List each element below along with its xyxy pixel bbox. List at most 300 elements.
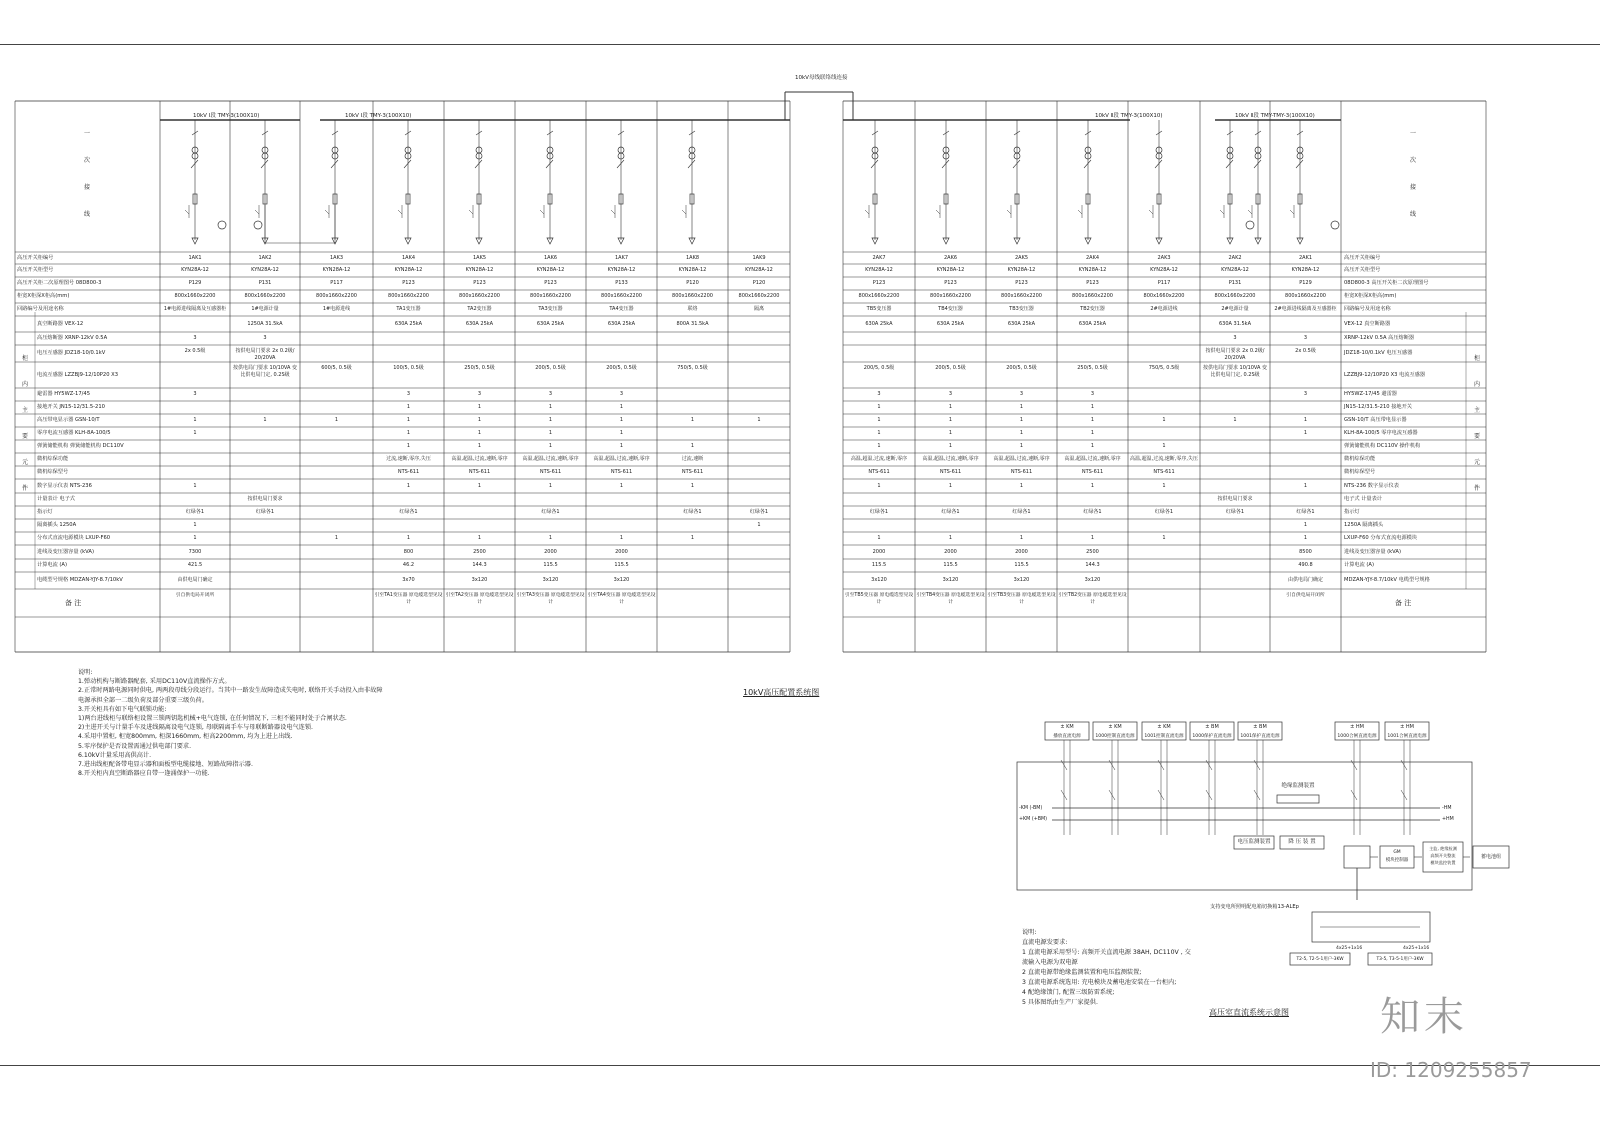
cell-fuse: 3 [1303, 335, 1308, 341]
cell-cur: 144.3 [472, 562, 487, 568]
row-label-right: 弹簧储能机构 DC110V 操作机构 [1344, 443, 1421, 449]
cell-type: KYN28A-12 [322, 267, 351, 273]
cell-lamp: 红绿各1 [1296, 509, 1315, 515]
cell-id: 2AK6 [943, 254, 958, 261]
cell-lamp: 红绿各1 [1083, 509, 1102, 515]
row-label-right: XRNP-12kV 0.5A 高压熔断器 [1344, 335, 1415, 341]
side-label-primary-right: 接 [1410, 184, 1417, 191]
cell-arr: 3 [193, 391, 197, 397]
cell-note: 引至TB2变压器 原电缆选型见设计 [1058, 593, 1127, 605]
cell-mech: 1 [1090, 443, 1095, 449]
brand-logo: 知末 [1380, 994, 1468, 1040]
cell-gsn: 1 [619, 417, 624, 423]
cell-id: 1AK6 [543, 254, 558, 261]
cell-gsn: 1 [1233, 417, 1237, 423]
row-label: 零序电流互感器 KLH-8A-100/5 [37, 430, 111, 436]
cell-mech: 1 [548, 443, 553, 449]
cell-dc: 1 [1019, 535, 1024, 541]
cell-name: 2#电源计量 [1221, 306, 1249, 312]
note-line: 6.10kV计量采用高供高计. [78, 751, 152, 759]
cell-cap: 2000 [1015, 548, 1028, 555]
cell-prot: 高温,超温,过流,速断,零序 [922, 456, 979, 462]
cell-diag: P123 [473, 280, 486, 286]
note-line: 3.开关柜具有如下电气联锁功能: [78, 705, 167, 713]
cell-cap: 2000 [615, 548, 628, 555]
cell-cur: 421.5 [187, 562, 203, 568]
cell-diag: P129 [188, 280, 202, 286]
cell-vcb: 630A 25kA [865, 320, 893, 327]
cell-cable: 3x120 [1084, 577, 1101, 583]
cell-arr: 3 [948, 391, 953, 397]
cell-relay: NTS-611 [868, 469, 890, 475]
cell-type: KYN28A-12 [394, 267, 423, 273]
cell-lamp: 红绿各1 [749, 509, 769, 515]
cell-gsn: 1 [1303, 417, 1308, 423]
cell-name: 联络 [687, 306, 698, 312]
cell-mech: 1 [1162, 443, 1166, 449]
cell-ct: 按供电局门要求 10/10VA 变比供电局门定, 0.2S级 [232, 365, 298, 378]
cell-lamp: 红绿各1 [1225, 509, 1245, 515]
side-label-primary-right: 一 [1410, 130, 1417, 137]
row-label: 高压开关柜二次原理图号 08D800-3 [17, 280, 102, 286]
cell-prot: 高温,超温,过流,速断,零序 [451, 456, 508, 462]
cell-zct: 1 [193, 430, 197, 436]
cell-size: 800x1660x2200 [1285, 293, 1326, 299]
side-label-primary-right: 线 [1410, 211, 1417, 218]
cell-cap: 2000 [544, 548, 557, 555]
side-label-components: 主 [22, 407, 29, 414]
cell-cable: 由供电局门确定 [1287, 577, 1323, 583]
cell-prot: 高温,超温,过流,速断,零序 [522, 456, 579, 462]
cell-meter: 1 [1162, 482, 1166, 489]
cell-zct: 1 [877, 430, 881, 436]
dc-monitor: 高频开关整流 [1430, 853, 1456, 858]
cell-cable: 3x120 [542, 577, 559, 583]
cell-dc: 1 [1303, 535, 1308, 541]
dc-note-line: 1 直流电源采用型号: 高频开关直流电源 38AH, DC110V , 交 [1022, 949, 1191, 956]
dc-bus-top: ± KM [1157, 724, 1171, 730]
cell-lamp: 红绿各1 [869, 509, 889, 515]
cell-dc: 1 [193, 535, 197, 541]
cell-arr: 3 [548, 391, 553, 397]
cell-pt: 2x 0.5级 [1295, 348, 1316, 354]
cell-es: 1 [548, 404, 553, 410]
row-label: 接地开关 JN15-12/31.5-210 [37, 404, 105, 410]
dc-title: 高压室直流系统示意图 [1209, 1008, 1289, 1017]
cell-prot: 高温,超温,过流,速断,零序 [1064, 456, 1121, 462]
cell-meas: 按供电局门要求 [247, 496, 283, 502]
dc-note-line: 直流电源发要求: [1022, 939, 1068, 946]
dc-charger: GM [1393, 850, 1401, 855]
cell-mech: 1 [406, 443, 411, 449]
cell-name: 1#电源进线隔离及互感器柜 [163, 306, 227, 312]
cell-gsn: 1 [1162, 417, 1166, 423]
row-label: 真空断路器 VEX-12 [37, 320, 84, 327]
cell-gsn: 1 [1090, 417, 1095, 423]
side-label-primary-right: 次 [1410, 157, 1417, 164]
cell-arr: 3 [477, 391, 482, 397]
cell-vcb: 630A 31.5kA [1218, 320, 1251, 327]
side-label-primary: 接 [84, 184, 91, 191]
dc-right-bus: -HM [1442, 806, 1452, 811]
cell-cur: 490.8 [1298, 562, 1313, 568]
cell-diag: P131 [1228, 280, 1242, 286]
side-label-components-right: 内 [1474, 381, 1481, 388]
cell-size: 800x1660x2200 [930, 293, 971, 299]
row-label-right: VEX-12 真空断路器 [1344, 320, 1391, 327]
cell-cur: 115.5 [943, 562, 958, 568]
dc-insulation: 绝缘监测装置 [1281, 783, 1315, 789]
row-label-right: 1250A 隔离插头 [1344, 522, 1384, 528]
cell-plug: 1 [193, 522, 197, 528]
dc-bus-top: ± KM [1060, 724, 1074, 730]
cell-meter: 1 [548, 482, 553, 489]
cell-vcb: 630A 25kA [394, 320, 423, 327]
dc-step-down: 降 压 装 置 [1288, 839, 1316, 845]
dc-bus-top: ± KM [1108, 724, 1122, 730]
dc-left-bus: -KM (-BM) [1019, 806, 1043, 811]
cell-relay: NTS-611 [610, 469, 633, 475]
cell-gsn: 1 [877, 417, 881, 423]
cell-size: 800x1660x2200 [1001, 293, 1042, 299]
side-label-primary: 次 [84, 157, 91, 164]
cell-vcb: 630A 25kA [536, 320, 565, 327]
cell-diag: P123 [944, 280, 957, 286]
cell-diag: P123 [1015, 280, 1028, 286]
cell-diag: P123 [872, 280, 886, 286]
note-line: 4.采用中置柜, 柜宽800mm, 柜深1660mm, 柜高2200mm, 均为上进上出线. [78, 733, 293, 741]
dc-note-line: 流输入电源为双电源 [1022, 959, 1078, 966]
dc-bus-label: 1001合闸直流电源 [1387, 734, 1427, 739]
row-label-right: 高压开关柜编号 [1344, 254, 1381, 261]
row-label-right: HY5WZ-17/45 避雷器 [1344, 391, 1397, 397]
cell-meas: 按供电局门要求 [1217, 496, 1253, 502]
cell-type: KYN28A-12 [251, 267, 279, 273]
cell-mech: 1 [877, 443, 881, 449]
cell-size: 800x1660x2200 [1072, 293, 1113, 299]
cell-size: 800x1660x2200 [672, 293, 713, 299]
cell-diag: P129 [1299, 280, 1312, 286]
row-label-right: JN15-12/31.5-210 接地开关 [1344, 404, 1412, 410]
cell-relay: NTS-611 [397, 469, 420, 475]
row-label: 指示灯 [37, 509, 53, 515]
cell-pt: 按供电局门要求 2x 0.2级/ 20/20VA [1205, 348, 1265, 361]
cell-type: KYN28A-12 [1291, 267, 1320, 273]
cell-relay: NTS-611 [468, 469, 491, 475]
cell-id: 1AK5 [472, 254, 487, 261]
note-line: 说明: [78, 669, 93, 676]
dc-note-line: 2 直流电源带绝缘监测装置和电压监测装置; [1022, 969, 1142, 976]
cell-zct: 1 [1090, 430, 1095, 436]
cell-prot: 高温,超温,过流,速断,零序 [593, 456, 650, 462]
cell-arr: 3 [877, 391, 881, 397]
cell-ct: 200/5, 0.5级 [1006, 365, 1037, 371]
dc-left-bus: +KM (+BM) [1019, 817, 1048, 822]
cell-cap: 2000 [872, 548, 886, 555]
cell-vcb: 1250A 31.5kA [247, 320, 283, 327]
cell-meter: 1 [877, 482, 881, 489]
cell-cap: 2000 [944, 548, 957, 555]
cell-name: 1#电源进线 [322, 306, 351, 312]
row-label: 高压开关柜编号 [17, 254, 54, 261]
cell-id: 1AK4 [401, 254, 416, 261]
cell-cap: 7300 [188, 548, 202, 555]
cell-meter: 1 [406, 482, 411, 489]
row-label: 回路编号及用途名称 [17, 306, 64, 312]
cell-id: 2AK4 [1085, 254, 1100, 261]
cell-name: TA1变压器 [396, 306, 421, 312]
cell-prot: 高温,超温,过流,速断,零序,失压 [1130, 456, 1198, 462]
cell-meter: 1 [1303, 482, 1308, 489]
row-label-right: 计算电流 (A) [1344, 562, 1374, 568]
cell-fuse: 3 [263, 335, 267, 341]
cell-id: 1AK2 [258, 254, 272, 261]
cell-size: 800x1660x2200 [174, 293, 216, 299]
cell-meter: 1 [193, 482, 197, 489]
row-label-right: LZZBJ9-12/10P20 X3 电流互感器 [1344, 371, 1426, 378]
cell-zct: 1 [548, 430, 553, 436]
cell-dc: 1 [948, 535, 953, 541]
row-label-right: JDZ18-10/0.1kV 电压互感器 [1344, 350, 1413, 356]
cell-type: KYN28A-12 [745, 267, 773, 273]
cell-type: KYN28A-12 [1007, 267, 1036, 273]
row-label: 备 注 [65, 598, 82, 607]
cell-arr: 3 [406, 391, 411, 397]
cell-dc: 1 [477, 535, 482, 541]
cell-fuse: 3 [193, 335, 197, 341]
cell-lamp: 红绿各1 [185, 509, 205, 515]
cell-lamp: 红绿各1 [1154, 509, 1174, 515]
dc-monitor: 主监, 绝缘检测 [1429, 846, 1457, 851]
cell-cable: 由供电局门确定 [177, 577, 213, 583]
cell-cable: 3x120 [471, 577, 488, 583]
row-label: 高压带电显示器 GSN-10/T [37, 417, 100, 423]
system-title: 10kV高压配置系统图 [743, 688, 820, 697]
cell-lamp: 红绿各1 [683, 509, 702, 515]
cell-note: 引至TB3变压器 原电缆选型见设计 [987, 593, 1056, 605]
cell-dc: 1 [1162, 535, 1166, 541]
cell-zct: 1 [406, 430, 411, 436]
cell-size: 800x1660x2200 [1143, 293, 1185, 299]
cell-dc: 1 [619, 535, 624, 541]
cell-relay: NTS-611 [1010, 469, 1033, 475]
cell-id: 1AK3 [329, 254, 344, 261]
cell-es: 1 [1019, 404, 1024, 410]
cell-size: 800x1660x2200 [388, 293, 429, 299]
cell-dc: 1 [877, 535, 881, 541]
dc-notes [1022, 928, 1191, 1008]
side-label-components-right: 元 [1474, 459, 1481, 466]
cell-relay: NTS-611 [539, 469, 562, 475]
bus-label-1b: 10kV Ⅰ段 TMY-3(100X10) [345, 113, 412, 119]
dc-feeder-title: 支持变电所照明配电箱切换箱13-ALEp [1210, 904, 1299, 910]
cell-relay: NTS-611 [1081, 469, 1104, 475]
cell-ct: 250/5, 0.5级 [1077, 365, 1108, 371]
cell-cable: 3x70 [402, 577, 415, 583]
cell-type: KYN28A-12 [865, 267, 893, 273]
cell-note: 引自供电局开闭所 [1286, 593, 1325, 598]
row-label-right: GSN-10/T 高压带电显示器 [1344, 417, 1407, 423]
note-line: 5.零序保护是否设置需通过供电部门要求. [78, 742, 192, 750]
cell-relay: NTS-611 [939, 469, 962, 475]
bus-label-2: 10kV Ⅱ段 TMY-3(100X10) [1095, 113, 1163, 119]
cell-prot: 过流,速断,零序,失压 [386, 456, 431, 462]
row-label-right: 指示灯 [1344, 509, 1360, 515]
cell-lamp: 红绿各1 [1012, 509, 1031, 515]
dc-feed1: 4x25+1x16 [1336, 946, 1363, 951]
cell-ct: 600/5, 0.5级 [321, 365, 352, 371]
row-label-right: 电子式 计量表计 [1344, 496, 1382, 502]
cell-diag: P123 [402, 280, 415, 286]
cell-cap: 800 [403, 548, 414, 555]
row-label: 柜宽X柜深X柜高(mm) [17, 293, 70, 299]
cell-pt: 按供电局门要求 2x 0.2级/ 20/20VA [235, 348, 295, 361]
dc-note-line: 5 具体图纸由生产厂家提供. [1022, 999, 1098, 1006]
cell-es: 1 [1090, 404, 1095, 410]
cell-ct: 250/5, 0.5级 [464, 365, 495, 371]
dc-note-line: 4 配绝缘馈门, 配置三级防雷系统; [1022, 989, 1115, 996]
cell-note: 引至TA2变压器 原电缆选型见设计 [445, 593, 514, 605]
cell-name: 2#电源进线 [1150, 306, 1178, 312]
cell-cur: 144.3 [1085, 562, 1100, 568]
cell-arr: 3 [1303, 391, 1308, 397]
cell-meter: 1 [477, 482, 482, 489]
cell-cable: 3x120 [871, 577, 887, 583]
dc-box1: T2-5, T2-5-1用户-3KW [1296, 957, 1344, 962]
cell-type: KYN28A-12 [465, 267, 494, 273]
row-label-right: 回路编号及用途名称 [1344, 306, 1391, 312]
image-id: ID: 1209255857 [1370, 1058, 1532, 1082]
cell-lamp: 红绿各1 [399, 509, 418, 515]
cell-es: 1 [619, 404, 624, 410]
cell-ct: 200/5, 0.5级 [863, 365, 895, 371]
row-label: 电流互感器 LZZBJ9-12/10P20 X3 [37, 371, 119, 378]
cell-zct: 1 [1303, 430, 1308, 436]
cell-diag: P117 [330, 280, 343, 286]
bus-label-1: 10kV Ⅰ段 TMY-3(100X10) [193, 113, 260, 119]
cell-ct: 100/5, 0.5级 [393, 365, 424, 371]
cell-type: KYN28A-12 [607, 267, 636, 273]
side-label-components-right: 要 [1474, 433, 1481, 440]
row-label: 微机综保功能 [37, 456, 69, 462]
dc-bus-label: 1001保护直流电源 [1240, 734, 1280, 739]
row-label: 计算电流 (A) [37, 562, 67, 568]
cell-gsn: 1 [1019, 417, 1024, 423]
cell-es: 1 [877, 404, 881, 410]
cell-mech: 1 [1019, 443, 1024, 449]
cell-id: 2AK7 [872, 254, 886, 261]
side-label-components-right: 柜 [1474, 355, 1481, 362]
cell-size: 800x1660x2200 [738, 293, 780, 299]
cell-type: KYN28A-12 [1221, 267, 1249, 273]
row-label-right: KLH-8A-100/5 零序电流互感器 [1344, 430, 1418, 436]
cell-type: KYN28A-12 [1150, 267, 1178, 273]
cell-arr: 3 [1090, 391, 1095, 397]
cell-es: 1 [477, 404, 482, 410]
cell-es: 1 [406, 404, 411, 410]
cell-gsn: 1 [334, 417, 339, 423]
dc-bus-label: 1000合闸直流电源 [1337, 734, 1377, 739]
cell-name: TB5变压器 [866, 306, 892, 312]
cell-zct: 1 [477, 430, 482, 436]
row-label: 分布式直流电源模块 LXUP-F60 [37, 535, 111, 541]
cell-id: 1AK9 [752, 254, 766, 261]
cell-id: 2AK3 [1157, 254, 1171, 261]
cell-dc: 1 [548, 535, 553, 541]
cell-type: KYN28A-12 [536, 267, 565, 273]
cell-type: KYN28A-12 [678, 267, 707, 273]
dc-charger: 模块控制器 [1385, 858, 1409, 863]
row-label-right: 微机综保型号 [1344, 469, 1376, 475]
row-label: 微机综保型号 [37, 469, 69, 475]
cell-dc: 1 [1090, 535, 1095, 541]
cell-lamp: 红绿各1 [255, 509, 275, 515]
cell-plug: 1 [757, 522, 761, 528]
cell-size: 800x1660x2200 [858, 293, 900, 299]
cell-prot: 高温,超温,过流,速断,零序 [850, 456, 908, 462]
cell-prot: 过流,速断 [681, 456, 704, 462]
dc-monitor: 模块监控装置 [1430, 860, 1456, 865]
cell-mech: 1 [477, 443, 482, 449]
cell-note: 引至TA4变压器 原电缆选型见设计 [587, 593, 656, 605]
row-label: 进线及变压器容量 (kVA) [37, 548, 94, 555]
cell-fuse: 3 [1233, 335, 1237, 341]
side-label-primary: 一 [84, 130, 91, 137]
cell-vcb: 630A 25kA [607, 320, 636, 327]
row-label-right: 微机综保功能 [1344, 456, 1376, 462]
cell-name: TB4变压器 [938, 306, 963, 312]
cell-name: TB3变压器 [1009, 306, 1034, 312]
cell-mech: 1 [619, 443, 624, 449]
cell-cur: 115.5 [543, 562, 558, 568]
cell-cap: 2500 [1086, 548, 1099, 555]
cell-type: KYN28A-12 [1078, 267, 1107, 273]
cell-gsn: 1 [548, 417, 553, 423]
cell-vcb: 630A 25kA [1007, 320, 1036, 327]
dc-note-line: 说明: [1022, 929, 1037, 936]
dc-volt-monitor: 电压监测装置 [1237, 839, 1271, 845]
cell-gsn: 1 [406, 417, 411, 423]
row-label-right: LXUP-F60 分布式直流电源模块 [1344, 535, 1418, 541]
note-line: 电源承担全部一二级负荷及部分重要三级负荷。 [78, 696, 208, 704]
cell-size: 800x1660x2200 [1214, 293, 1256, 299]
note-line: 8.开关柜内真空断路器应自带一逢涌保护一功能. [78, 770, 210, 778]
cell-cable: 3x120 [1013, 577, 1030, 583]
cell-note: 引至TA3变压器 原电缆选型见设计 [516, 593, 585, 605]
row-label: 数字显示仪表 NTS-236 [37, 482, 92, 489]
cell-arr: 3 [1019, 391, 1024, 397]
cell-name: 1#电源计量 [251, 306, 279, 312]
dc-bus-label: 1000保护直流电源 [1192, 734, 1232, 739]
cell-meter: 1 [948, 482, 953, 489]
cell-plug: 1 [1303, 522, 1308, 528]
cell-lamp: 红绿各1 [541, 509, 560, 515]
cell-cable: 3x120 [613, 577, 630, 583]
bus-label-2b: 10kV Ⅱ段 TMY-TMY-3(100X10) [1235, 113, 1315, 119]
cell-size: 800x1660x2200 [316, 293, 357, 299]
side-label-components: 元 [22, 459, 29, 466]
side-label-components-right: 件 [1474, 485, 1481, 492]
dc-bus-label: 1001控制直流电源 [1144, 734, 1184, 739]
side-label-components: 内 [22, 381, 29, 388]
bus-link-label: 10kV母线联络线连接 [795, 75, 848, 81]
cell-gsn: 1 [948, 417, 953, 423]
cell-gsn: 1 [193, 417, 197, 423]
cell-diag: P133 [615, 280, 628, 286]
row-label: 避雷器 HY5WZ-17/45 [37, 391, 90, 397]
cell-pt: 2x 0.5级 [184, 348, 206, 354]
cell-cap: 8500 [1299, 548, 1312, 555]
